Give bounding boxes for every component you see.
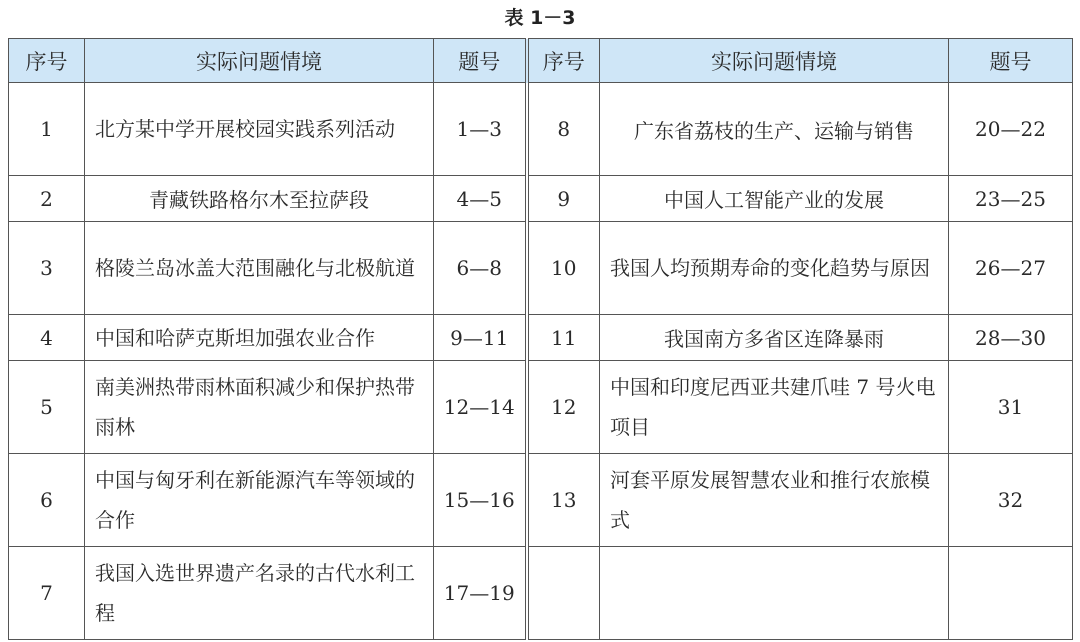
row-number: 12 — [527, 361, 600, 454]
table-row — [9, 361, 1073, 454]
table-row — [9, 454, 1073, 547]
question-range: 1—3 — [434, 83, 527, 176]
question-range: 31 — [949, 361, 1073, 454]
question-range: 17—19 — [434, 547, 527, 640]
header-row — [9, 39, 1073, 83]
question-range: 12—14 — [434, 361, 527, 454]
row-number: 11 — [527, 315, 600, 361]
scenario-cell: 南美洲热带雨林面积减少和保护热带雨林 — [85, 361, 434, 454]
question-range: 28—30 — [949, 315, 1073, 361]
question-range: 6—8 — [434, 222, 527, 315]
scenario-cell: 我国入选世界遗产名录的古代水利工程 — [85, 547, 434, 640]
row-number: 3 — [9, 222, 85, 315]
row-number — [527, 547, 600, 640]
row-number: 5 — [9, 361, 85, 454]
header-question-right: 题号 — [949, 39, 1073, 83]
scenario-cell: 中国与匈牙利在新能源汽车等领域的合作 — [85, 454, 434, 547]
row-number: 7 — [9, 547, 85, 640]
question-range — [949, 547, 1073, 640]
row-number: 9 — [527, 176, 600, 222]
question-range: 15—16 — [434, 454, 527, 547]
scenario-cell: 我国南方多省区连降暴雨 — [600, 315, 949, 361]
question-range: 4—5 — [434, 176, 527, 222]
header-number-right: 序号 — [527, 39, 600, 83]
question-range: 9—11 — [434, 315, 527, 361]
scenario-cell — [600, 547, 949, 640]
scenario-cell: 青藏铁路格尔木至拉萨段 — [85, 176, 434, 222]
scenario-cell: 广东省荔枝的生产、运输与销售 — [600, 83, 949, 176]
table-row — [9, 547, 1073, 640]
question-range: 20—22 — [949, 83, 1073, 176]
row-number: 6 — [9, 454, 85, 547]
scenario-cell: 我国人均预期寿命的变化趋势与原因 — [600, 222, 949, 315]
table-row — [9, 222, 1073, 315]
row-number: 1 — [9, 83, 85, 176]
table-row — [9, 83, 1073, 176]
row-number: 2 — [9, 176, 85, 222]
row-number: 4 — [9, 315, 85, 361]
scenario-cell: 格陵兰岛冰盖大范围融化与北极航道 — [85, 222, 434, 315]
scenario-cell: 中国和哈萨克斯坦加强农业合作 — [85, 315, 434, 361]
header-scenario-right: 实际问题情境 — [600, 39, 949, 83]
scenario-table — [8, 38, 1073, 640]
scenario-cell: 河套平原发展智慧农业和推行农旅模式 — [600, 454, 949, 547]
row-number: 8 — [527, 83, 600, 176]
header-question-left: 题号 — [434, 39, 527, 83]
header-number-left: 序号 — [9, 39, 85, 83]
question-range: 32 — [949, 454, 1073, 547]
scenario-cell: 中国和印度尼西亚共建爪哇 7 号火电项目 — [600, 361, 949, 454]
table-row — [9, 176, 1073, 222]
table-row — [9, 315, 1073, 361]
scenario-cell: 中国人工智能产业的发展 — [600, 176, 949, 222]
table-caption: 表 1－3 — [504, 7, 576, 29]
header-scenario-left: 实际问题情境 — [85, 39, 434, 83]
row-number: 13 — [527, 454, 600, 547]
question-range: 26—27 — [949, 222, 1073, 315]
question-range: 23—25 — [949, 176, 1073, 222]
scenario-cell: 北方某中学开展校园实践系列活动 — [85, 83, 434, 176]
row-number: 10 — [527, 222, 600, 315]
